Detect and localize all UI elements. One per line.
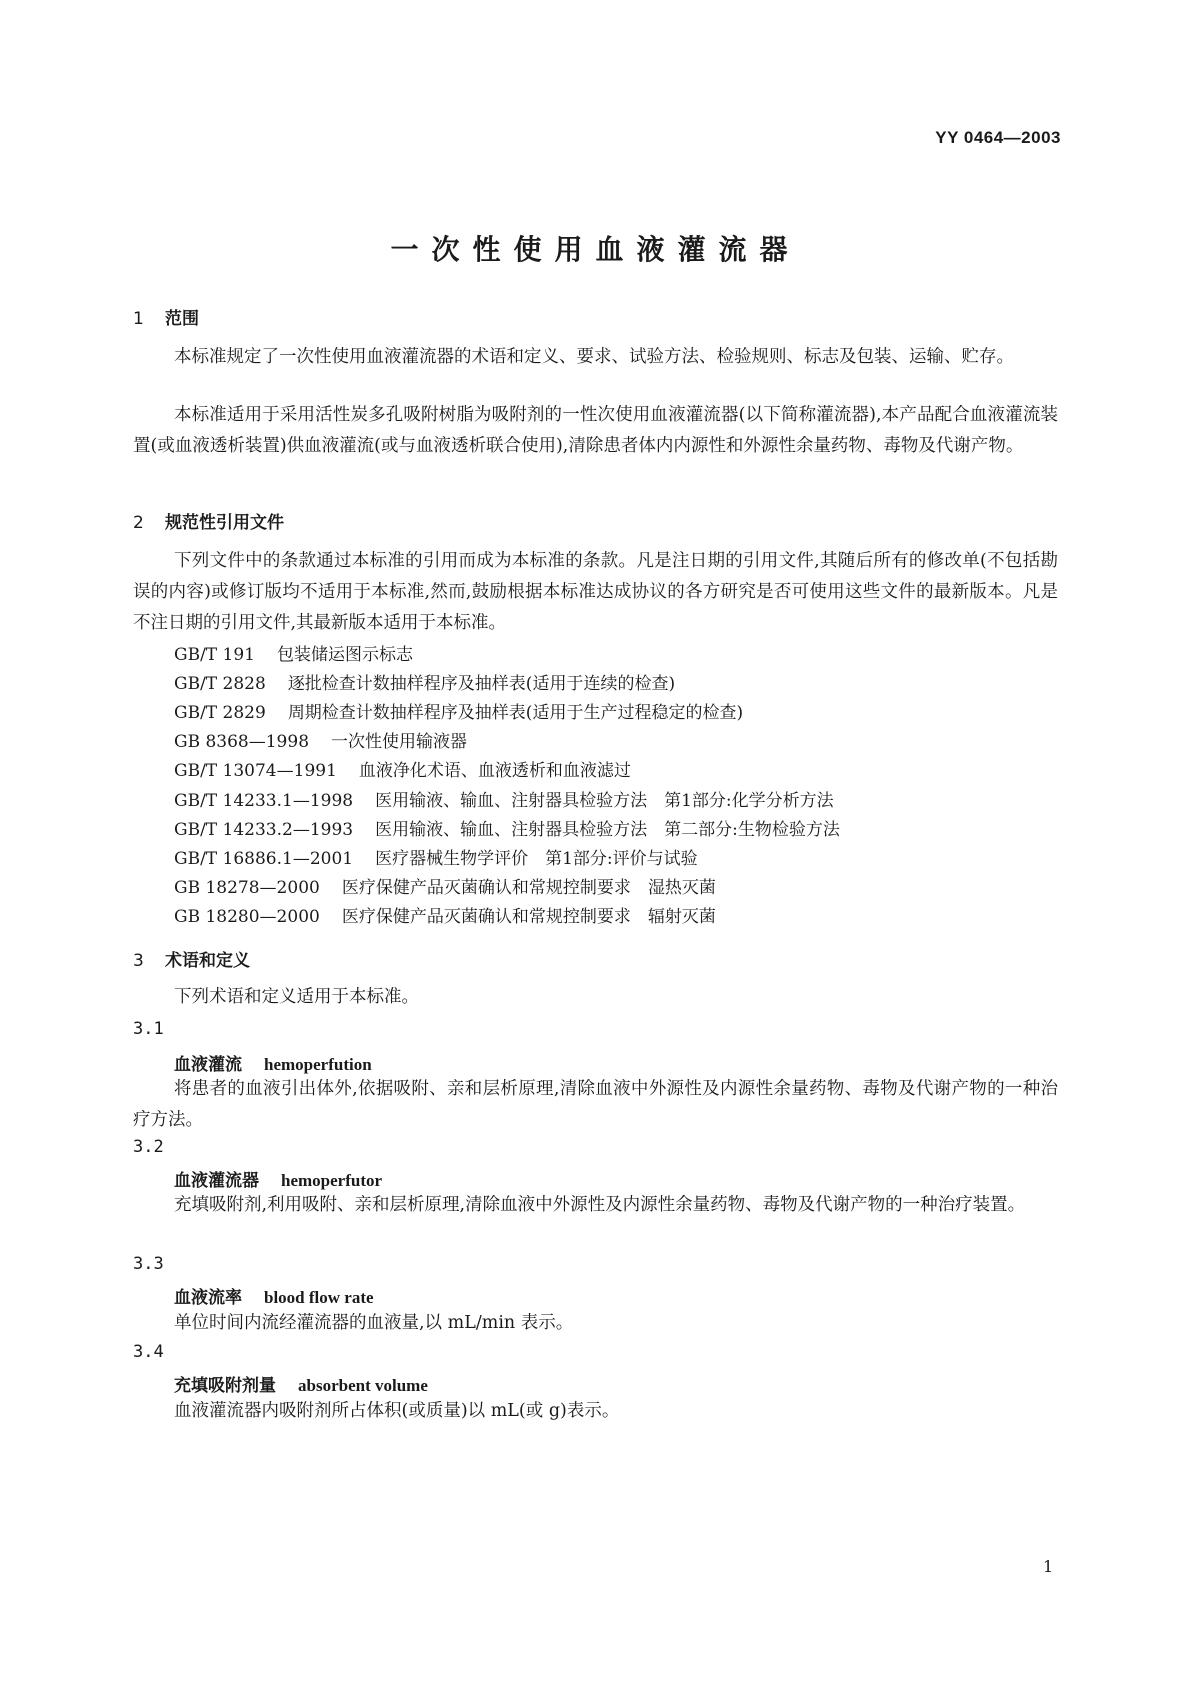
- reference-code: GB 18278—2000: [174, 878, 320, 898]
- term-number: 3.2: [133, 1137, 164, 1157]
- term-number: 3.4: [133, 1342, 164, 1362]
- term-en: hemoperfutor: [281, 1171, 383, 1190]
- reference-item: [174, 756, 631, 781]
- section-1-paragraph-2: 本标准适用于采用活性炭多孔吸附树脂为吸附剂的一性次使用血液灌流器(以下简称灌流器),本产品配合血液灌流装置(或血液透析装置)供血液灌流(或与血液透析联合使用),清除患者体内内源性和外源性余量药物、毒物及代谢产物。: [133, 405, 1058, 456]
- reference-code: GB/T 14233.2—1993: [174, 820, 354, 840]
- reference-code: GB/T 191: [174, 645, 255, 665]
- section-title: 术语和定义: [165, 951, 250, 971]
- reference-item: [174, 844, 698, 869]
- section-title: 范围: [165, 309, 199, 329]
- term-heading: [174, 1050, 372, 1075]
- reference-item: [174, 669, 675, 694]
- term-heading: [174, 1371, 428, 1396]
- reference-title: 医用输液、输血、注射器具检验方法 第1部分:化学分析方法: [375, 791, 834, 811]
- section-1-heading: [133, 304, 199, 329]
- term-en: hemoperfution: [264, 1055, 372, 1074]
- term-definition: 血液灌流器内吸附剂所占体积(或质量)以 mL(或 g)表示。: [174, 1401, 620, 1421]
- reference-title: 医疗保健产品灭菌确认和常规控制要求 湿热灭菌: [341, 878, 716, 898]
- term-definition: 将患者的血液引出体外,依据吸附、亲和层析原理,清除血液中外源性及内源性余量药物、毒物及代谢产物的一种治疗方法。: [133, 1079, 1058, 1130]
- page-number: 1: [1043, 1557, 1054, 1576]
- term-number: 3.3: [133, 1254, 164, 1274]
- reference-title: 逐批检查计数抽样程序及抽样表(适用于连续的检查): [287, 674, 676, 694]
- term-heading: [174, 1283, 374, 1308]
- section-title: 规范性引用文件: [165, 513, 284, 533]
- term-en: blood flow rate: [264, 1288, 374, 1307]
- reference-code: GB 8368—1998: [174, 732, 310, 752]
- term-en: absorbent volume: [298, 1376, 428, 1395]
- document-title: 一次性使用血液灌流器: [390, 233, 801, 266]
- section-3-heading: [133, 946, 250, 971]
- term-zh: 血液流率: [174, 1288, 242, 1308]
- reference-code: GB/T 2829: [174, 703, 266, 723]
- term-zh: 血液灌流: [174, 1055, 242, 1075]
- reference-title: 周期检查计数抽样程序及抽样表(适用于生产过程稳定的检查): [287, 703, 744, 723]
- standard-code: YY 0464—2003: [935, 128, 1061, 147]
- reference-title: 血液净化术语、血液透析和血液滤过: [358, 761, 631, 781]
- reference-item: [174, 640, 413, 665]
- reference-title: 医疗保健产品灭菌确认和常规控制要求 辐射灭菌: [341, 907, 716, 927]
- reference-code: GB/T 14233.1—1998: [174, 791, 354, 811]
- section-number: 1: [133, 309, 144, 329]
- reference-item: [174, 786, 834, 811]
- reference-code: GB/T 13074—1991: [174, 761, 337, 781]
- reference-item: [174, 815, 840, 840]
- section-number: 3: [133, 951, 144, 971]
- section-number: 2: [133, 513, 144, 533]
- section-2-intro: 下列文件中的条款通过本标准的引用而成为本标准的条款。凡是注日期的引用文件,其随后所有的修改单(不包括勘误的内容)或修订版均不适用于本标准,然而,鼓励根据本标准达成协议的各方研究是否可使用这些文件的最新版本。凡是不注日期的引用文件,其最新版本适用于本标准。: [133, 551, 1058, 633]
- section-1-paragraph-1: 本标准规定了一次性使用血液灌流器的术语和定义、要求、试验方法、检验规则、标志及包装、运输、贮存。: [174, 347, 1014, 367]
- reference-code: GB/T 16886.1—2001: [174, 849, 354, 869]
- term-number: 3.1: [133, 1019, 164, 1039]
- reference-title: 医用输液、输血、注射器具检验方法 第二部分:生物检验方法: [375, 820, 840, 840]
- reference-code: GB 18280—2000: [174, 907, 320, 927]
- reference-title: 包装储运图示标志: [277, 645, 413, 665]
- reference-title: 一次性使用输液器: [331, 732, 468, 752]
- reference-item: [174, 727, 467, 752]
- section-2-heading: [133, 508, 284, 533]
- section-3-intro: 下列术语和定义适用于本标准。: [174, 987, 419, 1007]
- term-zh: 血液灌流器: [174, 1171, 259, 1191]
- term-heading: [174, 1166, 382, 1191]
- term-zh: 充填吸附剂量: [174, 1376, 276, 1396]
- reference-item: [174, 698, 743, 723]
- term-definition: 单位时间内流经灌流器的血液量,以 mL/min 表示。: [174, 1313, 574, 1333]
- reference-code: GB/T 2828: [174, 674, 266, 694]
- reference-item: [174, 902, 716, 927]
- reference-title: 医疗器械生物学评价 第1部分:评价与试验: [375, 849, 698, 869]
- reference-item: [174, 873, 716, 898]
- term-definition: 充填吸附剂,利用吸附、亲和层析原理,清除血液中外源性及内源性余量药物、毒物及代谢产物的一种治疗装置。: [174, 1195, 1026, 1215]
